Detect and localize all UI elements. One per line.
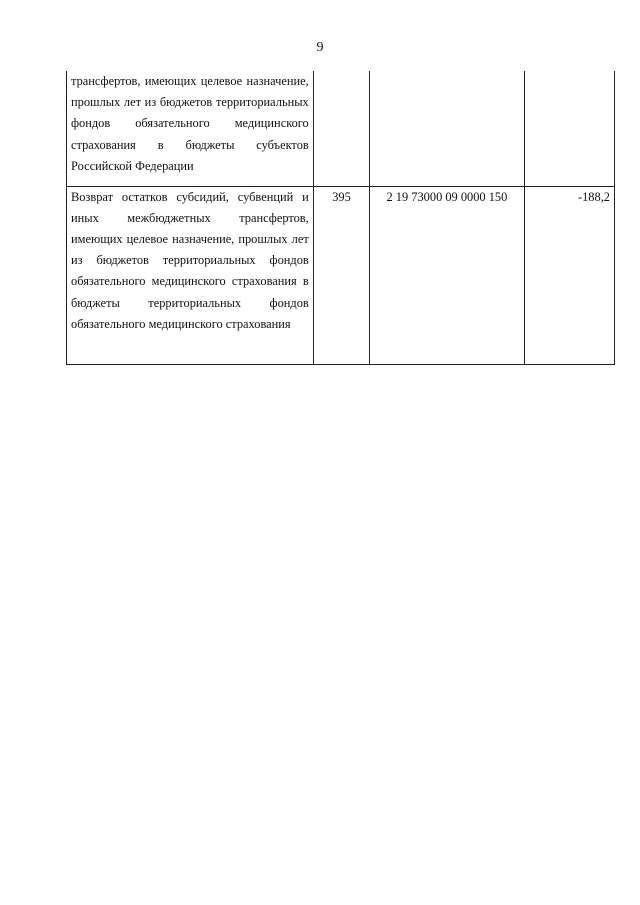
budget-table <box>66 71 615 365</box>
row-admin-code-cell <box>313 71 370 186</box>
row-admin-code-cell: 395 <box>313 186 370 364</box>
row-budget-code-cell <box>370 71 524 186</box>
row-amount-cell <box>524 71 614 186</box>
table-row <box>67 71 615 186</box>
page-number: 9 <box>316 40 324 55</box>
row-name-cell: трансфертов, имеющих целевое назначение, прошлых лет из бюджетов территориальных фондов обязательного медицинского страхования в бюджеты субъектов Российской Федерации <box>67 71 314 186</box>
row-amount-cell: -188,2 <box>524 186 614 364</box>
row-budget-code-cell: 2 19 73000 09 0000 150 <box>370 186 524 364</box>
table-row <box>67 186 615 364</box>
row-name-cell: Возврат остатков субсидий, субвенций и иных межбюджетных трансфертов, имеющих целевое назначение, прошлых лет из бюджетов территориальных фондов обязательного медицинского страхования в бюджеты территориальных фондов обязательного медицинского страхования <box>67 186 314 364</box>
